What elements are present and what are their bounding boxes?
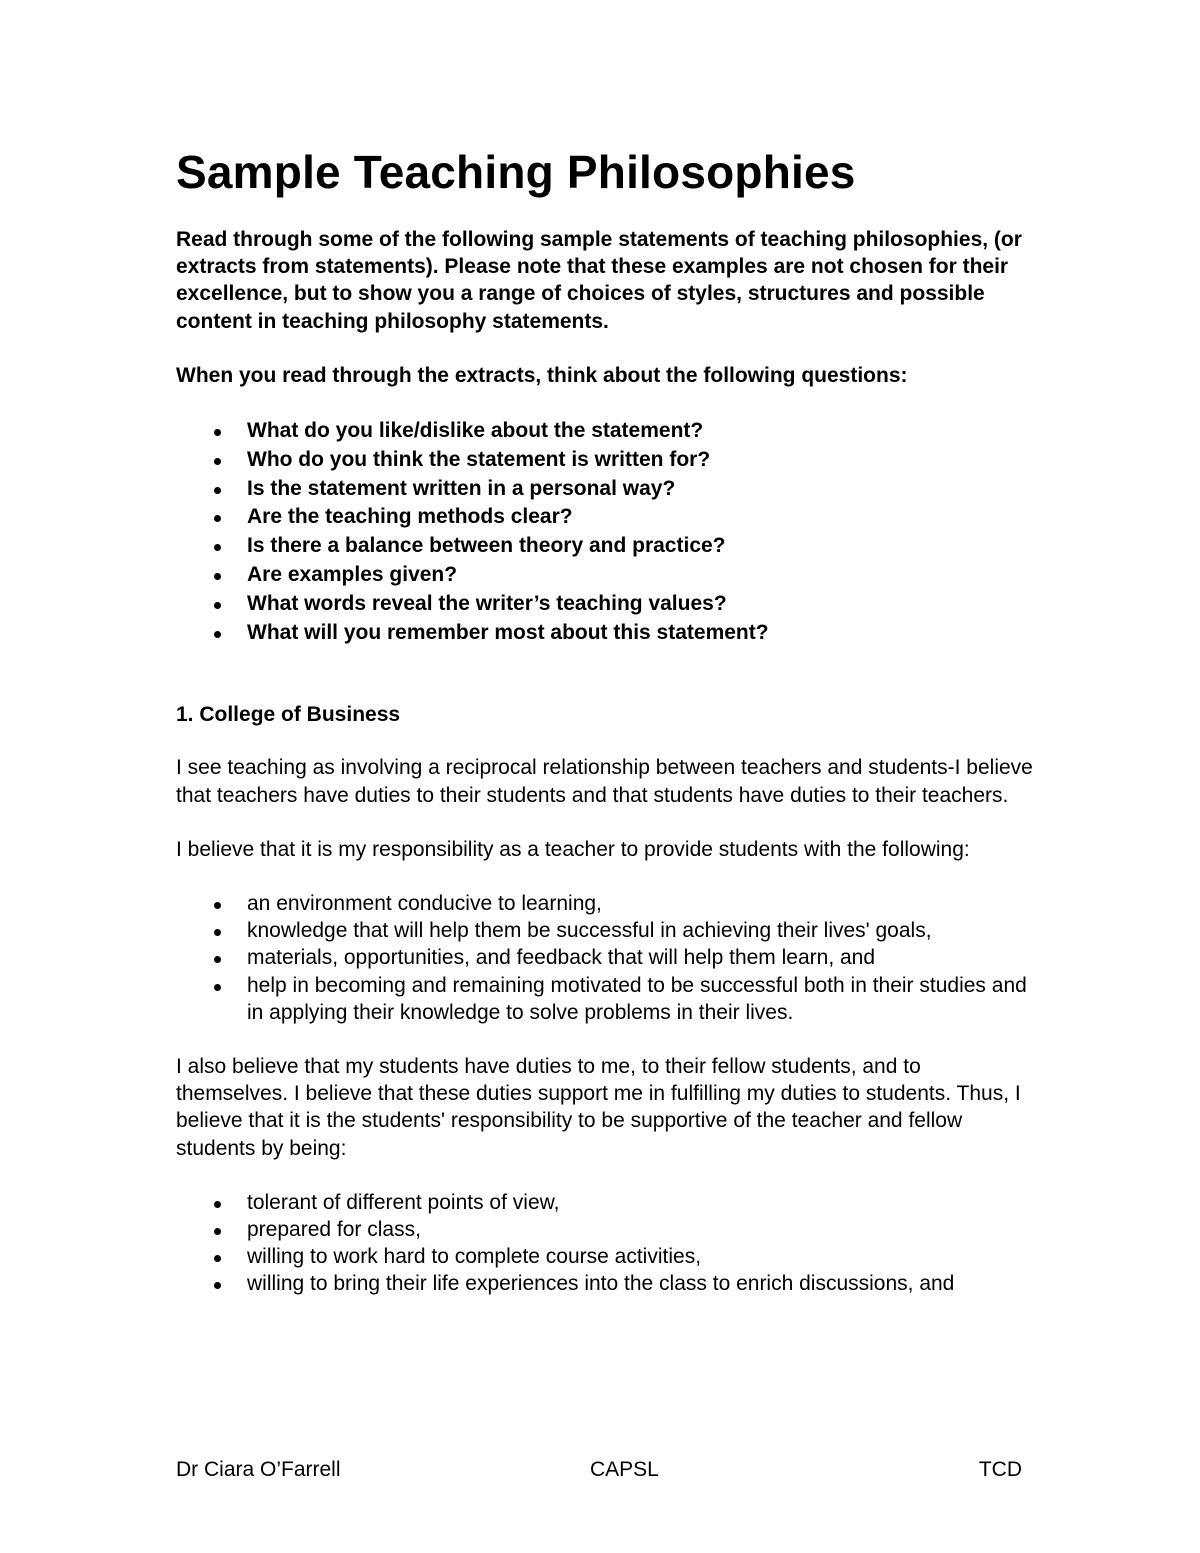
list-item: What words reveal the writer’s teaching values?	[176, 590, 1036, 619]
bullet-icon	[214, 1201, 221, 1208]
bullet-icon	[214, 544, 221, 551]
list-item: prepared for class,	[176, 1216, 1036, 1243]
section-paragraph-1: I see teaching as involving a reciprocal relationship between teachers and students-I believe that teachers have duties to their students and that students have duties to their teachers.	[176, 756, 1033, 807]
section-heading: 1. College of Business	[176, 703, 401, 727]
intro-paragraph: Read through some of the following sample statements of teaching philosophies, (or extracts from statements). Please note that these examples are not chosen for their excellence, but to show you a range of choices of styles, structures and possible content in teaching philosophy statements.	[176, 228, 1022, 333]
bullet-icon	[214, 429, 221, 436]
questions-prompt: When you read through the extracts, think about the following questions:	[176, 363, 908, 387]
list-item: willing to work hard to complete course activities,	[176, 1243, 1036, 1270]
list-item: Is the statement written in a personal way?	[176, 475, 1036, 504]
student-duties-list	[176, 1189, 1036, 1298]
bullet-icon	[214, 458, 221, 465]
footer-author: Dr Ciara O’Farrell	[176, 1458, 341, 1481]
bullet-icon	[214, 902, 221, 909]
section-paragraph-3: I also believe that my students have duties to me, to their fellow students, and to themselves. I believe that these duties support me in fulfilling my duties to students. Thus, I believe that it is the students' responsibility to be supportive of the teacher and fellow students by being:	[176, 1055, 1021, 1160]
document-page	[176, 140, 1036, 1298]
teacher-duties-list	[176, 890, 1036, 1026]
list-item: help in becoming and remaining motivated to be successful both in their studies and in applying their knowledge to solve problems in their lives.	[176, 972, 1036, 1026]
list-item: What will you remember most about this statement?	[176, 619, 1036, 648]
bullet-icon	[214, 1228, 221, 1235]
bullet-icon	[214, 929, 221, 936]
bullet-icon	[214, 1255, 221, 1262]
list-item: Are examples given?	[176, 561, 1036, 590]
bullet-icon	[214, 515, 221, 522]
section-paragraph-2: I believe that it is my responsibility as a teacher to provide students with the following:	[176, 837, 970, 861]
bullet-icon	[214, 487, 221, 494]
list-item: tolerant of different points of view,	[176, 1189, 1036, 1216]
list-item: Is there a balance between theory and practice?	[176, 532, 1036, 561]
bullet-icon	[214, 984, 221, 991]
footer-right: TCD	[978, 1458, 1022, 1481]
list-item: an environment conducive to learning,	[176, 890, 1036, 917]
bullet-icon	[214, 602, 221, 609]
list-item: willing to bring their life experiences into the class to enrich discussions, and	[176, 1270, 1036, 1297]
list-item: Who do you think the statement is written for?	[176, 446, 1036, 475]
questions-list	[176, 417, 1036, 647]
bullet-icon	[214, 956, 221, 963]
list-item: What do you like/dislike about the statement?	[176, 417, 1036, 446]
list-item: Are the teaching methods clear?	[176, 503, 1036, 532]
page-title: Sample Teaching Philosophies	[176, 146, 856, 198]
footer-center: CAPSL	[590, 1458, 659, 1481]
list-item: materials, opportunities, and feedback that will help them learn, and	[176, 944, 1036, 971]
bullet-icon	[214, 631, 221, 638]
bullet-icon	[214, 573, 221, 580]
list-item: knowledge that will help them be successful in achieving their lives' goals,	[176, 917, 1036, 944]
bullet-icon	[214, 1282, 221, 1289]
